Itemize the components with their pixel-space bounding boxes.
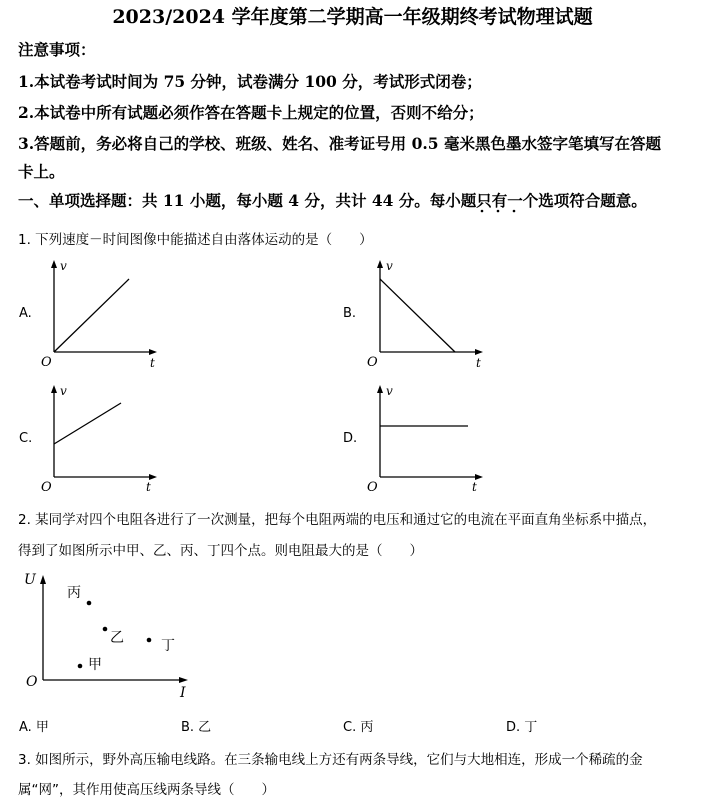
point-yi — [103, 627, 108, 632]
svg-text:v: v — [386, 384, 393, 398]
point-bing-label: 丙 — [67, 585, 81, 601]
emphasis-dots — [470, 208, 530, 214]
svg-text:t: t — [476, 356, 481, 370]
q2-stem-line2: 得到了如图所示中甲、乙、丙、丁四个点。则电阻最大的是（ ） — [18, 543, 423, 559]
q3-stem-line1: 3. 如图所示，野外高压输电线路。在三条输电线上方还有两条导线，它们与大地相连，形成一个稀疏的金 — [18, 752, 643, 768]
origin-label: O — [26, 674, 38, 690]
notice-item-3: 3.答题前，务必将自己的学校、班级、姓名、准考证号用 0.5 毫米黑色墨水签字笔填写在答题 — [18, 134, 661, 153]
point-ding-label: 丁 — [161, 638, 175, 654]
notice-heading: 注意事项： — [18, 40, 96, 59]
notice-item-3-cont: 卡上。 — [18, 162, 65, 181]
point-jia-label: 甲 — [88, 657, 102, 673]
section-heading: 一、单项选择题：共 11 小题，每小题 4 分，共计 44 分。每小题只有一个选项符合题意。 — [18, 191, 647, 210]
q1-graph-a — [36, 254, 166, 374]
notice-item-2: 2.本试卷中所有试题必须作答在答题卡上规定的位置，否则不给分； — [18, 103, 484, 122]
i-arrow — [179, 677, 188, 683]
graph-line — [54, 279, 129, 352]
q2-option-d: D. 丁 — [506, 720, 538, 735]
axis-i-label: I — [180, 685, 186, 701]
axis-v-label: v — [60, 259, 67, 273]
svg-text:O: O — [367, 355, 378, 370]
point-jia — [78, 664, 83, 669]
axis-t-label: t — [150, 356, 155, 370]
point-yi-label: 乙 — [110, 630, 124, 646]
q1-option-a-label: A. — [19, 306, 32, 321]
origin-label: O — [41, 355, 52, 370]
axis-u-label: U — [24, 572, 36, 588]
q1-graph-b — [362, 254, 492, 374]
svg-text:O: O — [41, 480, 52, 495]
svg-text:v: v — [386, 259, 393, 273]
y-arrow — [51, 260, 57, 268]
q2-option-c: C. 丙 — [343, 720, 374, 735]
x-arrow — [149, 349, 157, 355]
q1-option-c-label: C. — [19, 431, 33, 446]
u-arrow — [40, 575, 46, 584]
svg-text:t: t — [472, 480, 477, 494]
point-ding — [147, 638, 152, 643]
q1-graph-c — [36, 379, 166, 499]
q2-stem-line1: 2. 某同学对四个电阻各进行了一次测量，把每个电阻两端的电压和通过它的电流在平面直角坐标系中描点， — [18, 512, 657, 528]
q1-stem: 1. 下列速度－时间图像中能描述自由落体运动的是（ ） — [18, 232, 373, 248]
svg-text:t: t — [146, 480, 151, 494]
q1-option-d-label: D. — [343, 431, 358, 446]
point-bing — [87, 601, 92, 606]
q1-option-b-label: B. — [343, 306, 357, 321]
q2-ui-graph — [18, 566, 198, 701]
q2-option-a: A. 甲 — [19, 720, 49, 735]
svg-text:O: O — [367, 480, 378, 495]
exam-title: 2023/2024 学年度第二学期高一年级期终考试物理试题 — [112, 6, 593, 28]
q1-graph-d — [362, 379, 492, 499]
notice-item-1: 1.本试卷考试时间为 75 分钟，试卷满分 100 分，考试形式闭卷； — [18, 72, 482, 91]
q2-option-b: B. 乙 — [181, 720, 212, 735]
svg-text:v: v — [60, 384, 67, 398]
q3-stem-line2: 属“网”，其作用使高压线两条导线（ ） — [18, 782, 275, 798]
